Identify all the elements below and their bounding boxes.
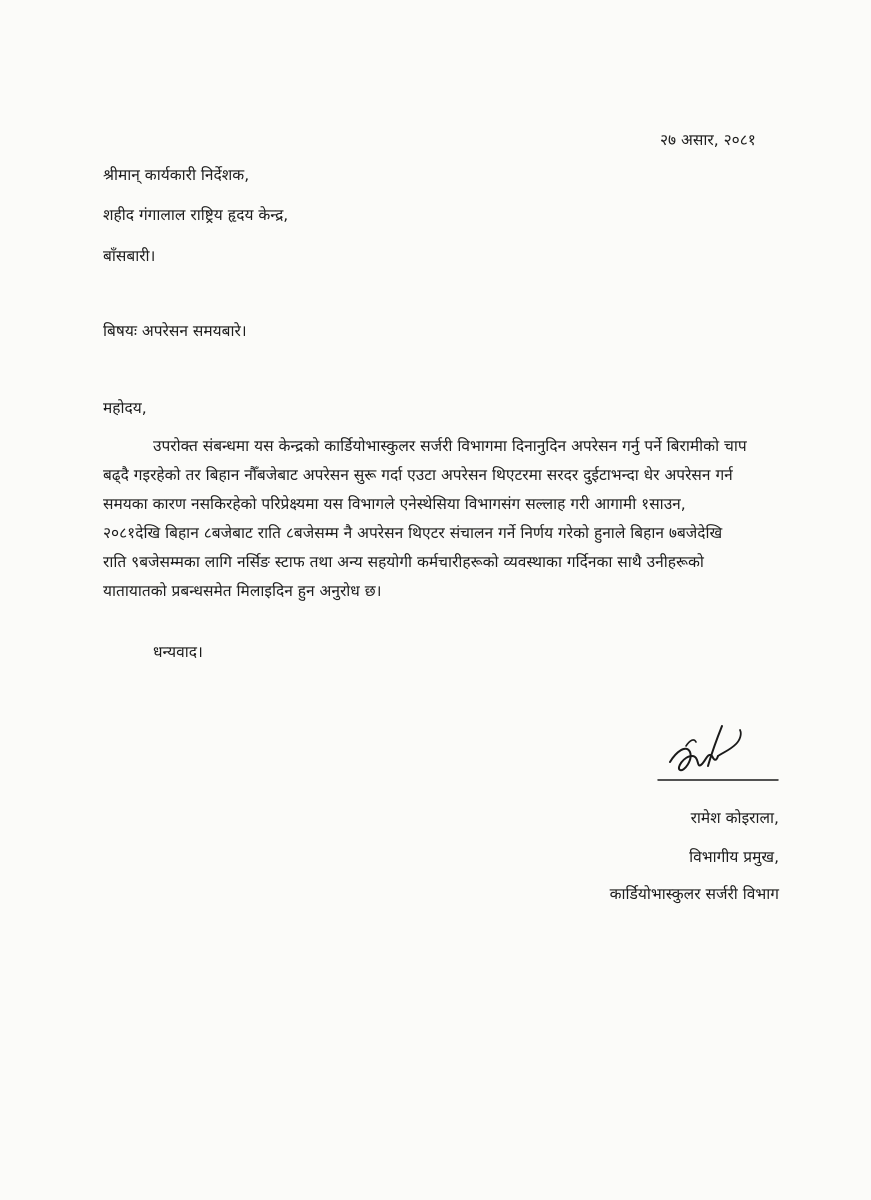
- body-line: उपरोक्त संबन्धमा यस केन्द्रको कार्डियोभास्कुलर सर्जरी विभागमा दिनानुदिन अपरेसन गर्नु पर्ने बिरामीको चाप: [153, 437, 747, 455]
- body-line: बढ्दै गइरहेको तर बिहान नौँबजेबाट अपरेसन सुरू गर्दा एउटा अपरेसन थिएटरमा सरदर दुईटाभन्दा धेर अपरेसन गर्न: [103, 466, 733, 484]
- letter-body: [103, 432, 781, 606]
- salutation: महोदय,: [103, 399, 147, 417]
- letter-date: २७ असार, २०८१: [660, 131, 756, 149]
- signatory-title: विभागीय प्रमुख,: [689, 848, 779, 866]
- recipient-line-2: शहीद गंगालाल राष्ट्रिय हृदय केन्द्र,: [103, 206, 289, 224]
- body-line: २०८१देखि बिहान ८बजेबाट राति ८बजेसम्म नै अपरेसन थिएटर संचालन गर्ने निर्णय गरेको हुनाले बिहान ७बजेदेखि: [103, 524, 723, 542]
- body-line: राति ९बजेसम्मका लागि नर्सिङ स्टाफ तथा अन्य सहयोगी कर्मचारीहरूको व्यवस्थाका गर्दिनका साथै उनीहरूको: [103, 553, 704, 571]
- body-line: यातायातको प्रबन्धसमेत मिलाइदिन हुन अनुरोध छ।: [103, 582, 382, 600]
- closing-thanks: धन्यवाद।: [153, 643, 203, 661]
- signatory-department: कार्डियोभास्कुलर सर्जरी विभाग: [609, 885, 779, 903]
- recipient-line-1: श्रीमान् कार्यकारी निर्देशक,: [103, 166, 250, 184]
- handwritten-signature-icon: [656, 722, 780, 784]
- letter-subject: बिषयः अपरेसन समयबारे।: [103, 322, 247, 340]
- signatory-name: रामेश कोइराला,: [690, 809, 779, 827]
- body-line: समयका कारण नसकिरहेको परिप्रेक्ष्यमा यस विभागले एनेस्थेसिया विभागसंग सल्लाह गरी आगामी १साउन,: [103, 495, 686, 513]
- recipient-line-3: बाँसबारी।: [103, 247, 156, 265]
